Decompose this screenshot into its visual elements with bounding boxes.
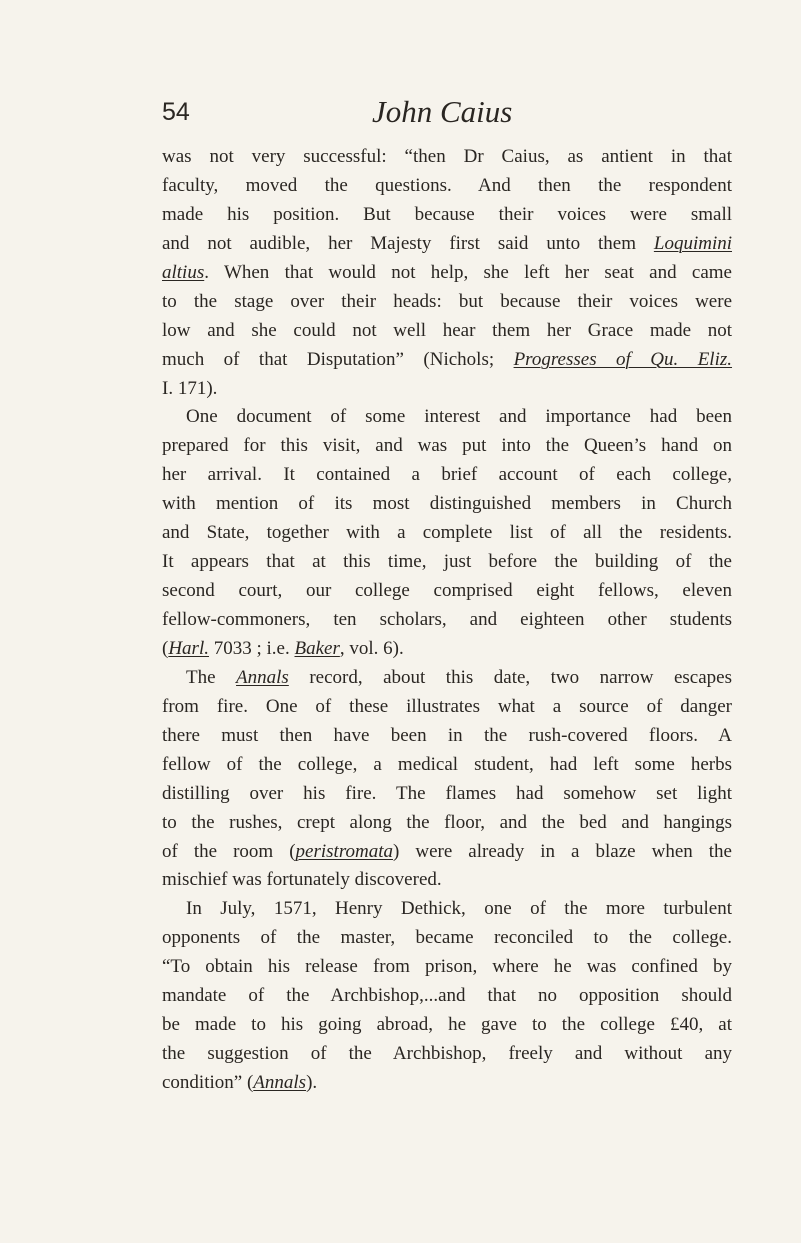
running-head bbox=[162, 92, 712, 132]
text-line: (Harl. 7033 ; i.e. Baker, vol. 6). bbox=[162, 637, 404, 659]
citation-title: Annals bbox=[253, 1072, 307, 1093]
text-line: One document of some interest and importance had been bbox=[186, 406, 732, 428]
text-line: mandate of the Archbishop,...and that no opposition should bbox=[162, 985, 732, 1007]
text-line: fellow-commoners, ten scholars, and eighteen other students bbox=[162, 609, 732, 630]
text-line: opponents of the master, became reconciled to the college. bbox=[162, 927, 732, 949]
text-line: there must then have been in the rush-covered floors. A bbox=[162, 724, 732, 746]
text-line: faculty, moved the questions. And then the respondent bbox=[162, 174, 732, 196]
text-line: fellow of the college, a medical student, had left some herbs bbox=[162, 753, 732, 775]
text-line: her arrival. It contained a brief account of each college, bbox=[162, 464, 732, 486]
text-line: the suggestion of the Archbishop, freely and without any bbox=[162, 1043, 732, 1065]
text-line: was not very successful: “then Dr Caius, as antient in that bbox=[162, 146, 732, 167]
citation-title: Baker bbox=[294, 637, 340, 659]
text-line: low and she could not well hear them her Grace made not bbox=[162, 319, 732, 341]
text-line: The Annals record, about this date, two narrow escapes bbox=[186, 666, 732, 688]
citation-title: Annals bbox=[236, 666, 289, 688]
latin-phrase: peristromata bbox=[295, 840, 394, 862]
text-line: be made to his going abroad, he gave to the college £40, at bbox=[162, 1014, 732, 1036]
citation-title: Harl. bbox=[168, 637, 209, 659]
text-line: of the room (peristromata) were already in a blaze when the bbox=[162, 840, 732, 862]
latin-phrase: altius bbox=[162, 261, 205, 283]
text-line: made his position. But because their voices were small bbox=[162, 203, 732, 225]
page-number: 54 bbox=[162, 98, 190, 126]
text-line: to the stage over their heads: but because their voices were bbox=[162, 290, 732, 312]
text-line: In July, 1571, Henry Dethick, one of the more turbulent bbox=[186, 898, 732, 920]
text-line: much of that Disputation” (Nichols; Progresses of Qu. Eliz. bbox=[162, 348, 733, 370]
body-text bbox=[162, 143, 732, 1098]
latin-phrase: Loquimini bbox=[653, 232, 732, 254]
text-line: with mention of its most distinguished members in Church bbox=[162, 493, 732, 515]
text-line: I. 171). bbox=[162, 377, 218, 399]
text-line: second court, our college comprised eight fellows, eleven bbox=[162, 580, 732, 602]
text-line: altius. When that would not help, she left her seat and came bbox=[162, 261, 732, 283]
text-line: to the rushes, crept along the floor, and the bed and hangings bbox=[162, 811, 732, 833]
text-line: condition” (Annals). bbox=[162, 1072, 318, 1093]
citation-title: Progresses of Qu. Eliz. bbox=[513, 348, 733, 370]
text-line: “To obtain his release from prison, where he was confined by bbox=[162, 956, 732, 978]
text-line: prepared for this visit, and was put into the Queen’s hand on bbox=[162, 435, 732, 457]
text-line: and State, together with a complete list of all the residents. bbox=[162, 522, 732, 544]
text-line: mischief was fortunately discovered. bbox=[162, 869, 442, 891]
text-line: and not audible, her Majesty first said unto them Loquimini bbox=[162, 232, 732, 254]
text-line: distilling over his fire. The flames had somehow set light bbox=[162, 782, 732, 804]
running-title: John Caius bbox=[372, 94, 513, 129]
text-line: It appears that at this time, just before the building of the bbox=[162, 551, 732, 573]
text-line: from fire. One of these illustrates what a source of danger bbox=[162, 695, 732, 717]
